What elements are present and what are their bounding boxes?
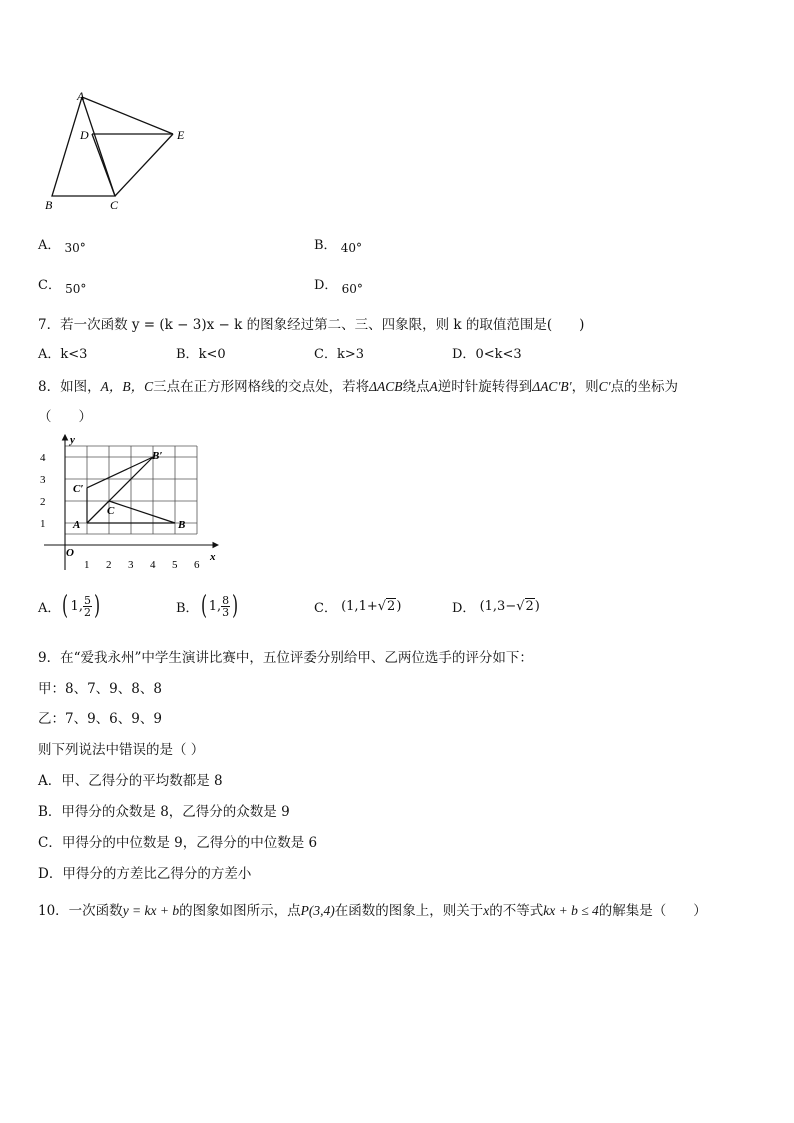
point-label-A: A (73, 519, 81, 531)
x-tick-label: 2 (106, 559, 112, 571)
sqrt-sign: √2 (377, 598, 396, 614)
q8-stem-paren: （ ） (38, 409, 92, 425)
point-labels (72, 450, 185, 531)
geometry-figure-1 (40, 88, 200, 213)
figure1-line-DC (92, 134, 115, 196)
q9-option-D: D．甲得分的方差比乙得分的方差小 (38, 866, 252, 882)
x-tick-label: 3 (128, 559, 134, 571)
q6-option-D-value: 60° (341, 282, 363, 296)
figure1-line-CE (115, 134, 173, 196)
x-tick-label: 4 (150, 559, 156, 571)
q9-stem: 9．在“爱我永州”中学生演讲比赛中，五位评委分别给甲、乙两位选手的评分如下： (38, 650, 533, 666)
q7-option-A: A．k<3 (38, 347, 88, 362)
y-tick-labels (40, 452, 46, 530)
point-label-B: B (178, 519, 186, 531)
q7-option-D: D．0<k<3 (452, 347, 522, 362)
q7-option-C: C．k>3 (314, 347, 364, 362)
figure1-label-A: A (77, 89, 85, 103)
figure1-lines (52, 97, 115, 196)
segment-C-prime-B-prime (87, 457, 153, 488)
q9-option-C: C．甲得分的中位数是 9，乙得分的中位数是 6 (38, 835, 318, 851)
x-tick-labels (84, 559, 200, 571)
figure1-label-B: B (45, 198, 53, 212)
q9-option-B: B．甲得分的众数是 8，乙得分的众数是 9 (38, 804, 290, 820)
y-tick-label: 2 (40, 496, 46, 508)
q6-option-B-value: 40° (340, 241, 362, 255)
q8-option-C: C． (1,1+ √2 ) (314, 598, 402, 616)
y-axis-label: y (70, 434, 75, 446)
q9-ask: 则下列说法中错误的是（ ） (38, 742, 205, 758)
q6-option-C-value: 50° (65, 282, 87, 296)
point-label-B-prime: B′ (152, 450, 163, 462)
q6-option-D: D． 60° (314, 278, 363, 296)
figure1-line-AE (82, 97, 173, 134)
segment-AB-prime (87, 457, 153, 523)
q8-stem: 8．如图，A，B，C三点在正方形网格线的交点处，若将ΔACB绕点A逆时针旋转得到ΔAC′B′，则C′点的坐标为 (38, 379, 679, 395)
figure1-label-C: C (110, 198, 119, 212)
sqrt-sign: √2 (516, 598, 534, 614)
q6-option-A-value: 30° (64, 241, 86, 255)
figure1-label-D: D (80, 128, 89, 142)
q7-option-B: B．k<0 (176, 347, 226, 362)
q6-option-B: B． 40° (314, 238, 362, 255)
q8-option-D: D． (1,3− √2 ) (452, 598, 540, 616)
q7-stem: 7．若一次函数 y = (k − 3)x − k 的图象经过第二、三、四象限，则 k 的取值范围是( ) (38, 317, 585, 333)
y-tick-label: 4 (40, 452, 46, 464)
segment-CB (109, 501, 175, 523)
q6-option-C: C． 50° (38, 278, 87, 296)
q8-option-B-fraction: $\frac{8}{3}$ (222, 593, 230, 619)
q9-option-A: A．甲、乙得分的平均数都是 8 (38, 773, 223, 789)
q8-option-A: A． ( 1, $\frac{5}{2}$ ) (38, 591, 101, 621)
x-tick-label: 5 (172, 559, 178, 571)
point-label-C-prime: C′ (73, 482, 84, 495)
y-tick-label: 3 (40, 474, 46, 486)
x-tick-label: 1 (84, 559, 90, 571)
figure1-label-E: E (177, 128, 185, 142)
coordinate-grid-figure (36, 430, 226, 578)
q10-stem: 10．一次函数y = kx + b的图象如图所示，点P(3,4)在函数的图象上，则关于x的不等式kx + b ≤ 4的解集是（ ） (38, 903, 707, 919)
x-axis-label: x (210, 551, 216, 563)
q9-jia-scores: 甲：8、7、9、8、8 (38, 681, 162, 697)
q8-option-B: B． ( 1, $\frac{8}{3}$ ) (176, 591, 239, 621)
q6-option-A: A． 30° (38, 238, 86, 255)
origin-label: O (66, 547, 74, 559)
x-tick-label: 6 (194, 559, 200, 571)
point-label-C: C (107, 505, 115, 517)
y-tick-label: 1 (40, 518, 46, 530)
q8-option-A-fraction: $\frac{5}{2}$ (83, 593, 91, 619)
q9-yi-scores: 乙：7、9、6、9、9 (38, 711, 162, 727)
